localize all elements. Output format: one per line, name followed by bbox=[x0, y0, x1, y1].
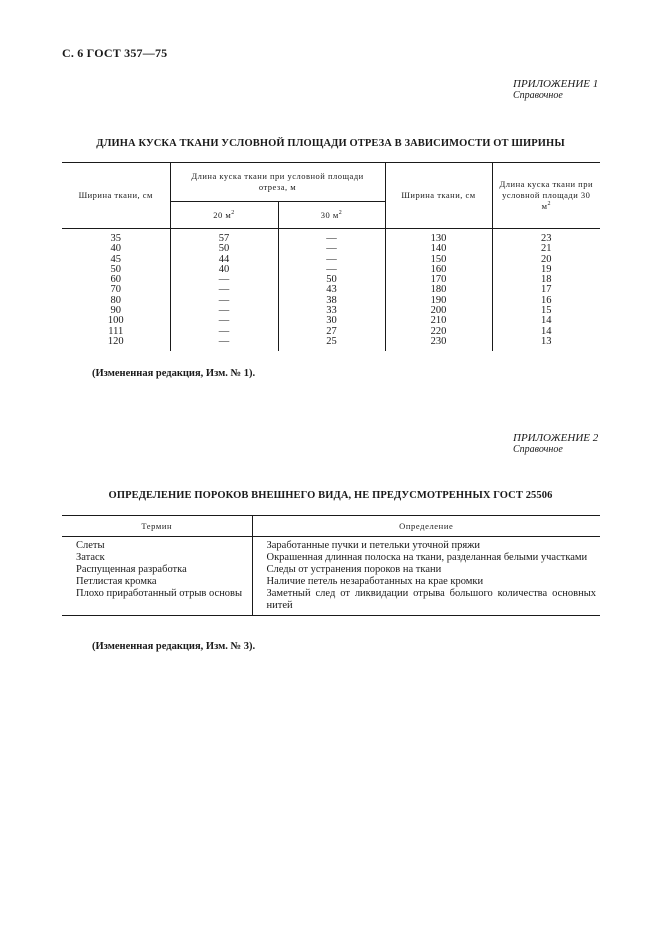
cell-definition: Заметный след от ликвидации отрыва большого количества основных нитей bbox=[252, 588, 600, 616]
cell-term: Распущенная разработка bbox=[76, 564, 187, 575]
cell-width-right: 140 bbox=[385, 244, 492, 254]
cell-width-right: 160 bbox=[385, 265, 492, 275]
appendix-2-subtitle: Справочное bbox=[513, 444, 563, 455]
col-header-width-right: Ширина ткани, см bbox=[385, 163, 492, 229]
cell-width-left: 80 bbox=[110, 294, 121, 306]
cell-width-right: 170 bbox=[385, 275, 492, 285]
cell-width-left: 50 bbox=[110, 263, 121, 275]
cell-length-right: 18 bbox=[492, 275, 600, 285]
appendix-2-title: ПРИЛОЖЕНИЕ 2 bbox=[513, 432, 599, 444]
cell-length-right: 20 bbox=[492, 255, 600, 265]
cell-length-30: 25 bbox=[278, 337, 385, 351]
col-header-area-20: 20 $м^2$ bbox=[170, 202, 278, 229]
cell-definition: Наличие петель незаработанных на крае кромки bbox=[252, 576, 600, 588]
col-header-area-30: 30 $м^2$ bbox=[278, 202, 385, 229]
defects-definitions-table bbox=[62, 515, 600, 616]
cell-width-left: 40 bbox=[110, 243, 121, 255]
cell-length-right: 23 bbox=[492, 229, 600, 245]
cell-length-right: 16 bbox=[492, 296, 600, 306]
cell-width-right: 130 bbox=[385, 229, 492, 245]
col-header-width-left: Ширина ткани, см bbox=[62, 163, 170, 229]
cell-length-right: 15 bbox=[492, 306, 600, 316]
cell-definition: Заработанные пучки и петельки уточной пряжи bbox=[252, 537, 600, 553]
cell-width-right: 200 bbox=[385, 306, 492, 316]
cell-length-right: 13 bbox=[492, 337, 600, 351]
cell-width-right: 220 bbox=[385, 327, 492, 337]
table-2-note: (Измененная редакция, Изм. № 3). bbox=[92, 641, 256, 652]
cell-width-left: 70 bbox=[110, 284, 121, 296]
table-row bbox=[62, 576, 600, 588]
table-1-title: ДЛИНА КУСКА ТКАНИ УСЛОВНОЙ ПЛОЩАДИ ОТРЕЗА В ЗАВИСИМОСТИ ОТ ШИРИНЫ bbox=[96, 138, 565, 149]
cell-length-30: 30 bbox=[278, 316, 385, 326]
cell-length-20: — bbox=[170, 337, 278, 351]
cell-length-30: 43 bbox=[278, 285, 385, 295]
col-header-length-group: Длина куска ткани при условной площади отреза, м bbox=[170, 163, 385, 202]
cell-length-20: 40 bbox=[170, 265, 278, 275]
col-header-term: Термин bbox=[62, 516, 252, 537]
table-row bbox=[62, 552, 600, 564]
cell-length-20: 50 bbox=[170, 244, 278, 254]
cell-width-right: 210 bbox=[385, 316, 492, 326]
cell-term: Плохо приработанный отрыв основы bbox=[62, 588, 252, 616]
table-row bbox=[62, 337, 600, 351]
cell-length-right: 19 bbox=[492, 265, 600, 275]
cell-length-30: — bbox=[278, 244, 385, 254]
cell-width-right: 190 bbox=[385, 296, 492, 306]
cell-length-20: — bbox=[170, 327, 278, 337]
table-2-title: ОПРЕДЕЛЕНИЕ ПОРОКОВ ВНЕШНЕГО ВИДА, НЕ ПРЕДУСМОТРЕННЫХ ГОСТ 25506 bbox=[108, 490, 553, 501]
cell-length-right: 17 bbox=[492, 285, 600, 295]
cell-width-left: 111 bbox=[108, 325, 124, 337]
table-row bbox=[62, 564, 600, 576]
cell-width-right: 230 bbox=[385, 337, 492, 351]
cell-width-left: 120 bbox=[107, 335, 124, 347]
cell-definition: Окрашенная длинная полоска на ткани, разделанная белыми участками bbox=[252, 552, 600, 564]
page-header: С. 6 ГОСТ 357—75 bbox=[62, 46, 168, 60]
appendix-1-subtitle: Справочное bbox=[513, 90, 563, 101]
cell-width-left: 90 bbox=[110, 305, 121, 317]
cell-length-20: — bbox=[170, 275, 278, 285]
cell-length-20: — bbox=[170, 316, 278, 326]
cell-length-20: — bbox=[170, 296, 278, 306]
cell-length-20: 57 bbox=[170, 229, 278, 245]
cell-length-30: 27 bbox=[278, 327, 385, 337]
cell-term: Слеты bbox=[76, 540, 105, 551]
appendix-1-title: ПРИЛОЖЕНИЕ 1 bbox=[513, 78, 599, 90]
table-row bbox=[62, 588, 600, 616]
cell-width-left: 35 bbox=[110, 233, 121, 244]
col-header-definition: Определение bbox=[252, 516, 600, 537]
cell-length-30: — bbox=[278, 255, 385, 265]
appendix-2-label bbox=[513, 432, 599, 456]
cell-term: Затаск bbox=[76, 552, 105, 563]
cell-width-left: 45 bbox=[110, 253, 121, 265]
cell-length-30: — bbox=[278, 229, 385, 245]
fabric-length-table bbox=[62, 162, 600, 351]
cell-definition: Следы от устранения пороков на ткани bbox=[252, 564, 600, 576]
cell-length-20: — bbox=[170, 285, 278, 295]
cell-width-left: 60 bbox=[110, 274, 121, 286]
cell-term: Петлистая кромка bbox=[76, 576, 157, 587]
cell-length-20: — bbox=[170, 306, 278, 316]
col-header-length-right: Длина куска ткани при условной площади 30 $м^2$ bbox=[492, 163, 600, 229]
cell-width-right: 150 bbox=[385, 255, 492, 265]
cell-width-right: 180 bbox=[385, 285, 492, 295]
cell-length-right: 14 bbox=[492, 327, 600, 337]
table-row bbox=[62, 537, 600, 553]
cell-width-left: 100 bbox=[107, 315, 124, 327]
cell-length-30: 38 bbox=[278, 296, 385, 306]
cell-length-30: — bbox=[278, 265, 385, 275]
cell-length-right: 21 bbox=[492, 244, 600, 254]
table-1-note: (Измененная редакция, Изм. № 1). bbox=[92, 368, 256, 379]
table-row bbox=[62, 229, 600, 245]
cell-length-20: 44 bbox=[170, 255, 278, 265]
cell-length-30: 33 bbox=[278, 306, 385, 316]
cell-length-right: 14 bbox=[492, 316, 600, 326]
appendix-1-label bbox=[513, 78, 599, 102]
cell-length-30: 50 bbox=[278, 275, 385, 285]
